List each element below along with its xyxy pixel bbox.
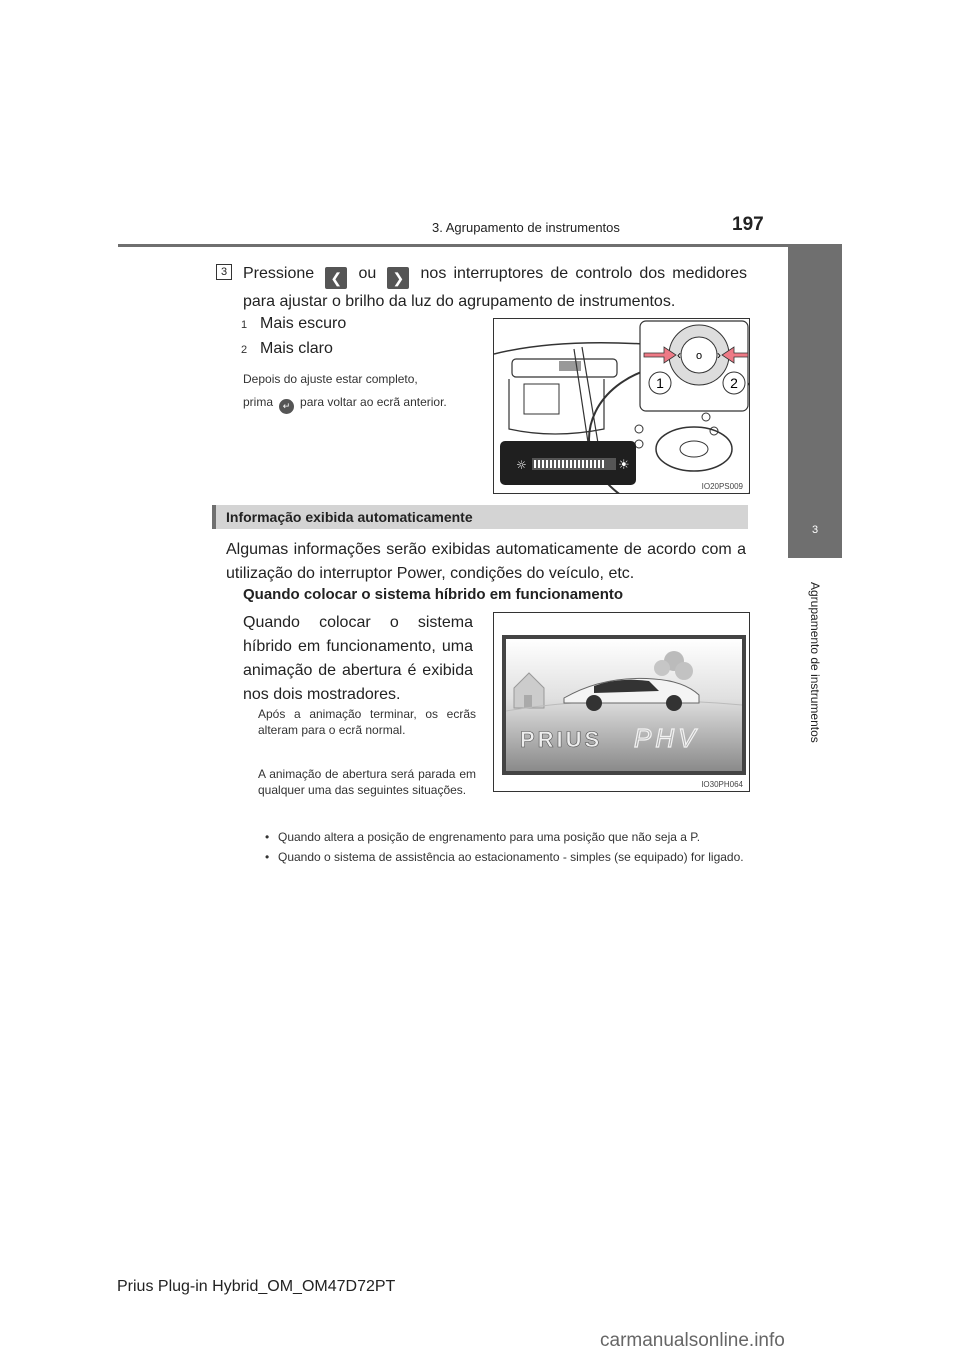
subsection-body: Quando colocar o sistema híbrido em funcionamento, uma animação de abertura é exibida nos dois mostradores. (243, 614, 473, 703)
logo-prius: PRIUS (520, 727, 603, 752)
step-text-after: nos interruptores de controlo dos medidores para ajustar o brilho da luz do agrupamento de instrumentos. (243, 265, 748, 310)
bullet-text: Quando o sistema de assistência ao estacionamento - simples (se equipado) for ligado. (278, 850, 744, 864)
step-text-mid: ou (358, 265, 377, 282)
step-paragraph (243, 261, 747, 314)
page-number: 197 (732, 214, 764, 235)
figure-brightness-adjust (493, 318, 750, 494)
bullet-list (262, 829, 746, 869)
subsection-heading: Quando colocar o sistema híbrido em funcionamento (243, 586, 624, 603)
note-line2: para voltar ao ecrã anterior. (300, 395, 447, 409)
figure-code: IO20PS009 (701, 482, 743, 491)
item-label: Mais escuro (260, 315, 347, 332)
figure-code: IO30PH064 (701, 780, 743, 789)
item-number: 1 (240, 319, 248, 331)
item-number: 2 (240, 344, 248, 356)
svg-text:›: › (717, 348, 721, 362)
note-prima: prima (243, 395, 274, 409)
step-number-box: 3 (216, 264, 232, 280)
item-label: Mais claro (260, 340, 333, 357)
callout-2: 2 (730, 375, 738, 391)
note-animation-stop: A animação de abertura será parada em qualquer uma das seguintes situações. (258, 767, 476, 797)
list-item (262, 849, 746, 865)
side-tab-label: Agrupamento de instrumentos (808, 582, 822, 743)
chevron-left-icon: ❮ (325, 267, 347, 289)
document-footer: Prius Plug-in Hybrid_OM_OM47D72PT (117, 1278, 396, 1295)
bullet-dot: • (265, 850, 270, 864)
opening-animation-illustration (494, 613, 750, 792)
note-line1: Depois do ajuste estar completo, (243, 372, 418, 386)
logo-phv: PHV (634, 723, 700, 753)
chevron-right-icon: ❯ (387, 267, 409, 289)
header-rule (118, 244, 842, 247)
svg-text:☀: ☀ (618, 458, 630, 473)
note-animation-end: Após a animação terminar, os ecrãs alteram para o ecrã normal. (258, 707, 476, 737)
side-tab-bar (788, 246, 842, 500)
watermark: carmanualsonline.info (600, 1330, 785, 1351)
figure-opening-animation (493, 612, 750, 792)
adjust-note (243, 368, 479, 414)
section-heading: Informação exibida automaticamente (212, 505, 748, 529)
bullet-text: Quando altera a posição de engrenamento para uma posição que não seja a P. (278, 830, 701, 844)
svg-text:‹: ‹ (677, 348, 681, 362)
svg-text:o: o (695, 350, 703, 362)
callout-1: 1 (656, 375, 664, 391)
intro-paragraph: Algumas informações serão exibidas automaticamente de acordo com a utilização do interruptor Power, condições do veículo, etc. (226, 541, 746, 582)
running-header-section: 3. Agrupamento de instrumentos (432, 220, 620, 235)
back-button-icon: ↵ (279, 399, 294, 414)
svg-text:☼: ☼ (516, 458, 527, 472)
dashboard-illustration (494, 319, 750, 494)
step-text-before: Pressione (243, 265, 315, 282)
list-item (262, 829, 746, 845)
side-tab-number: 3 (788, 500, 842, 558)
bullet-dot: • (265, 830, 270, 844)
